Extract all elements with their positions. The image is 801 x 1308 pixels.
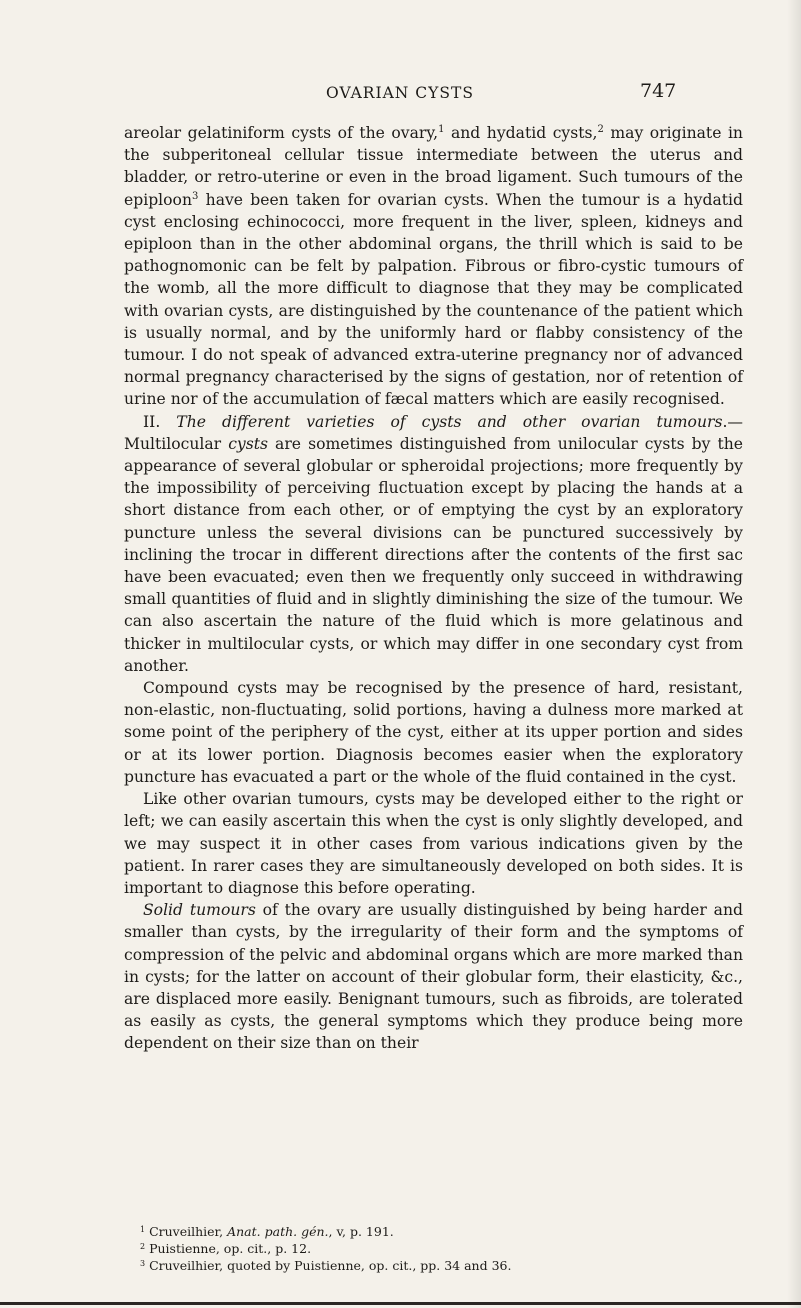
bottom-rule (0, 1302, 801, 1305)
body-text (124, 122, 743, 1055)
text-run: have been taken for ovarian cysts. When the tumour is a hydatid cyst enclosing echinococci, more frequent in the liver, spleen, kidneys and epiploon than in the other abdominal organs, the thrill which is said to be pathognomonic can be felt by palpation. Fibrous or fibro-cystic tumours of the womb, all the more difficult to diagnose that they may be complicated with ovarian cysts, are distinguished by the countenance of the patient which is usually normal, and by the uniformly hard or flabby consistency of the tumour. I do not speak of advanced extra-uterine pregnancy nor of advanced normal pregnancy characterised by the signs of gestation, nor of retention of urine nor of the accumulation of fæcal matters which are easily recognised. (124, 190, 743, 409)
paragraph (124, 788, 743, 899)
footnote-marker: 1 (438, 124, 445, 135)
footnote-marker: 3 (192, 190, 199, 202)
italic-text: cysts (228, 434, 269, 453)
footnote (124, 1240, 743, 1257)
text-run: Cruveilhier, (145, 1224, 228, 1239)
text-run: may originate in the subperitoneal cellular tissue intermediate between the uterus and bladder, or retro-uterine or even in the broad ligament. Such tumours of the epiploon (124, 124, 743, 209)
paragraph (124, 677, 743, 788)
text-run: .— Multilocular (124, 412, 744, 453)
footnote-marker: 3 (140, 1259, 146, 1268)
italic-text: The different varieties of cysts and other ovarian tumours (176, 412, 723, 431)
footnote-marker: 1 (140, 1225, 146, 1234)
text-run: and hydatid cysts, (444, 124, 598, 142)
page-number: 747 (640, 80, 677, 102)
italic-text: Solid tumours (143, 901, 256, 920)
footnote (124, 1257, 743, 1274)
text-run: Puistienne, op. cit., p. 12. (145, 1241, 312, 1256)
paragraph (124, 122, 743, 411)
footnote-marker: 2 (140, 1242, 146, 1251)
paragraph (124, 899, 743, 1054)
footnote (124, 1223, 743, 1240)
italic-text: Anat. path. gén. (227, 1224, 329, 1239)
footnotes (124, 1223, 743, 1274)
text-run: Cruveilhier, quoted by Puistienne, op. cit., pp. 34 and 36. (145, 1258, 512, 1273)
text-run: are sometimes distinguished from unilocular cysts by the appearance of several globular or spheroidal projections; more frequently by the impossibility of perceiving fluctuation except by placing the hands at a short distance from each other, or of emptying the cyst by an exploratory puncture unless the several divisions can be punctured successively by inclining the trocar in different directions after the contents of the first sac have been evacuated; even then we frequently only succeed in withdrawing small quantities of fluid and in slightly diminishing the size of the tumour. We can also ascertain the nature of the fluid which is more gelatinous and thicker in multilocular cysts, or which may differ in one secondary cyst from another. (124, 434, 743, 675)
page-edge-shadow (787, 0, 801, 1308)
text-run: Compound cysts may be recognised by the presence of hard, resistant, non-elastic, non-fluctuating, solid portions, having a dulness more marked at some point of the periphery of the cyst, either at its upper portion and sides or at its lower portion. Diagnosis becomes easier when the exploratory puncture has evacuated a part or the whole of the fluid contained in the cyst. (124, 679, 743, 786)
running-header: OVARIAN CYSTS (326, 84, 474, 102)
footnote-marker: 2 (597, 124, 604, 135)
text-run: II. (143, 412, 177, 431)
text-run: areolar gelatiniform cysts of the ovary, (124, 124, 439, 142)
paragraph (124, 411, 743, 677)
text-run: Like other ovarian tumours, cysts may be developed either to the right or left; we can easily ascertain this when the cyst is only slightly developed, and we may suspect it in other cases from various indications given by the patient. In rarer cases they are simultaneously developed on both sides. It is important to diagnose this before operating. (124, 790, 743, 897)
text-run: , v, p. 191. (328, 1224, 394, 1239)
text-run: of the ovary are usually distinguished by being harder and smaller than cysts, by the irregularity of their form and the symptoms of compression of the pelvic and abdominal organs which are more marked than in cysts; for the latter on account of their globular form, their elasticity, &c., are displaced more easily. Benignant tumours, such as fibroids, are tolerated as easily as cysts, the general symptoms which they produce being more dependent on their size than on their (124, 901, 743, 1053)
